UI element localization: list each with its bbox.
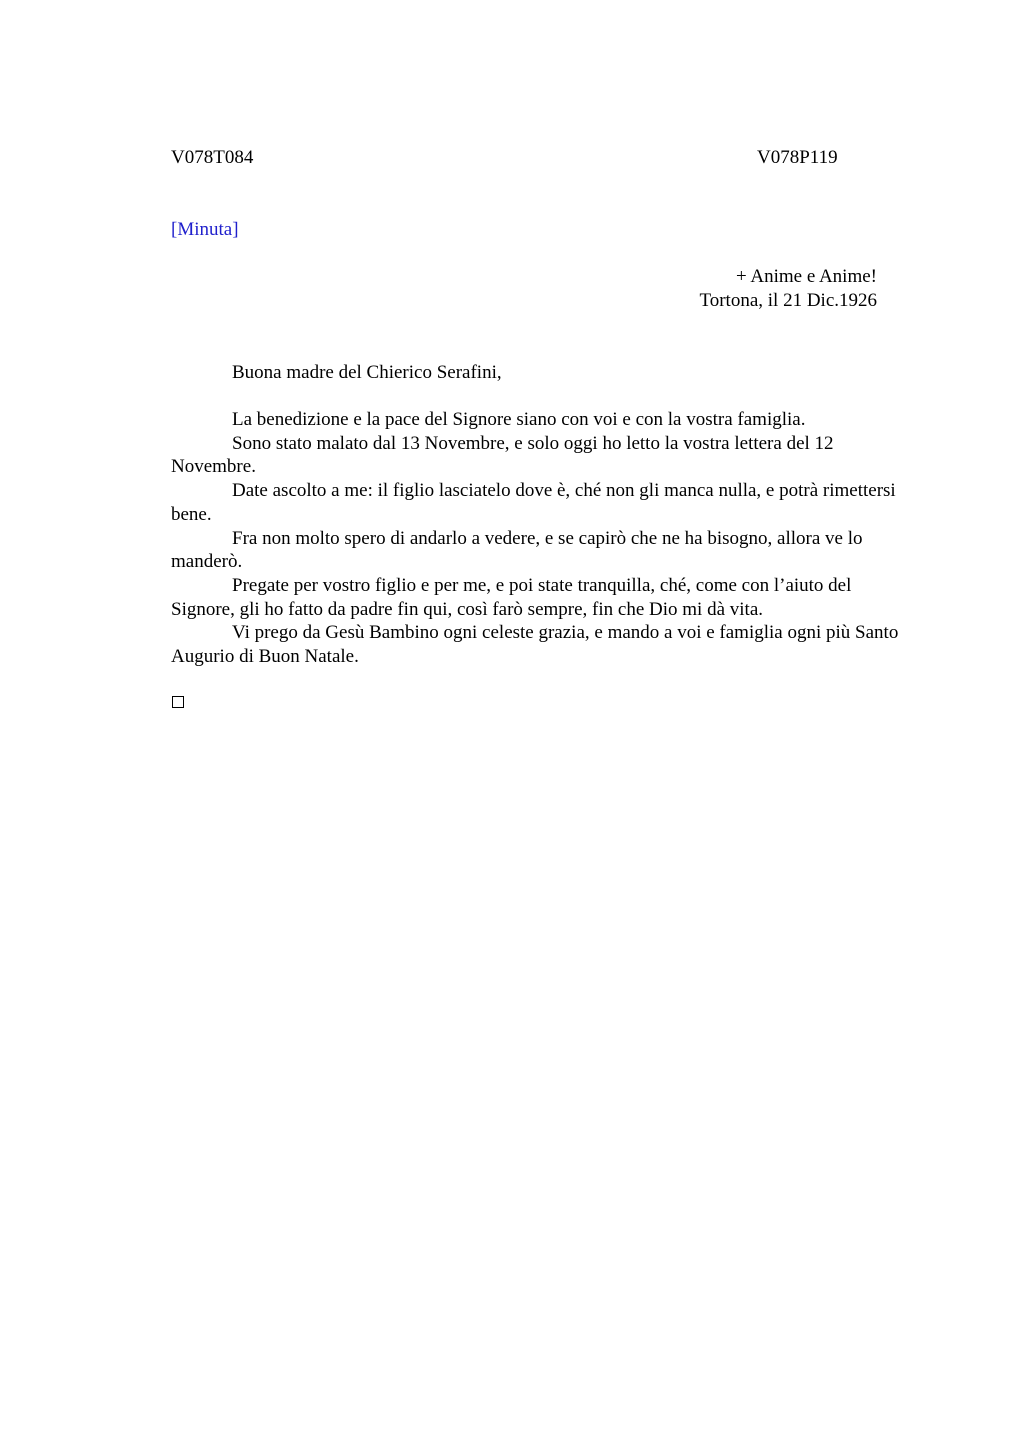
letter-paragraph: Vi prego da Gesù Bambino ogni celeste grazia, e mando a voi e famiglia ogni più Santo Augurio di Buon Natale. — [171, 622, 899, 668]
letter-paragraph: La benedizione e la pace del Signore siano con voi e con la vostra famiglia. — [232, 409, 806, 430]
letter-salutation: Buona madre del Chierico Serafini, — [232, 362, 502, 383]
document-code-left: V078T084 — [171, 147, 254, 168]
letter-place-date: Tortona, il 21 Dic.1926 — [699, 290, 877, 311]
square-outline-icon — [172, 696, 184, 708]
letter-paragraph: Fra non molto spero di andarlo a vedere, e se capirò che ne ha bisogno, allora ve lo manderò. — [171, 527, 863, 573]
letter-paragraph: Sono stato malato dal 13 Novembre, e solo oggi ho letto la vostra lettera del 12 Novembre. — [171, 432, 834, 478]
letter-paragraph: Date ascolto a me: il figlio lasciatelo dove è, ché non gli manca nulla, e potrà rimettersi bene. — [171, 480, 896, 525]
letter-heading — [699, 265, 877, 313]
letter-motto: + Anime e Anime! — [735, 266, 877, 287]
minuta-label: [Minuta] — [171, 219, 239, 240]
letter-body — [171, 408, 919, 669]
letter-paragraph: Pregate per vostro figlio e per me, e poi state tranquilla, ché, come con l’aiuto del Signore, gli ho fatto da padre fin qui, così farò sempre, fin che Dio mi dà vita. — [171, 574, 852, 620]
document-code-right: V078P119 — [757, 147, 838, 168]
